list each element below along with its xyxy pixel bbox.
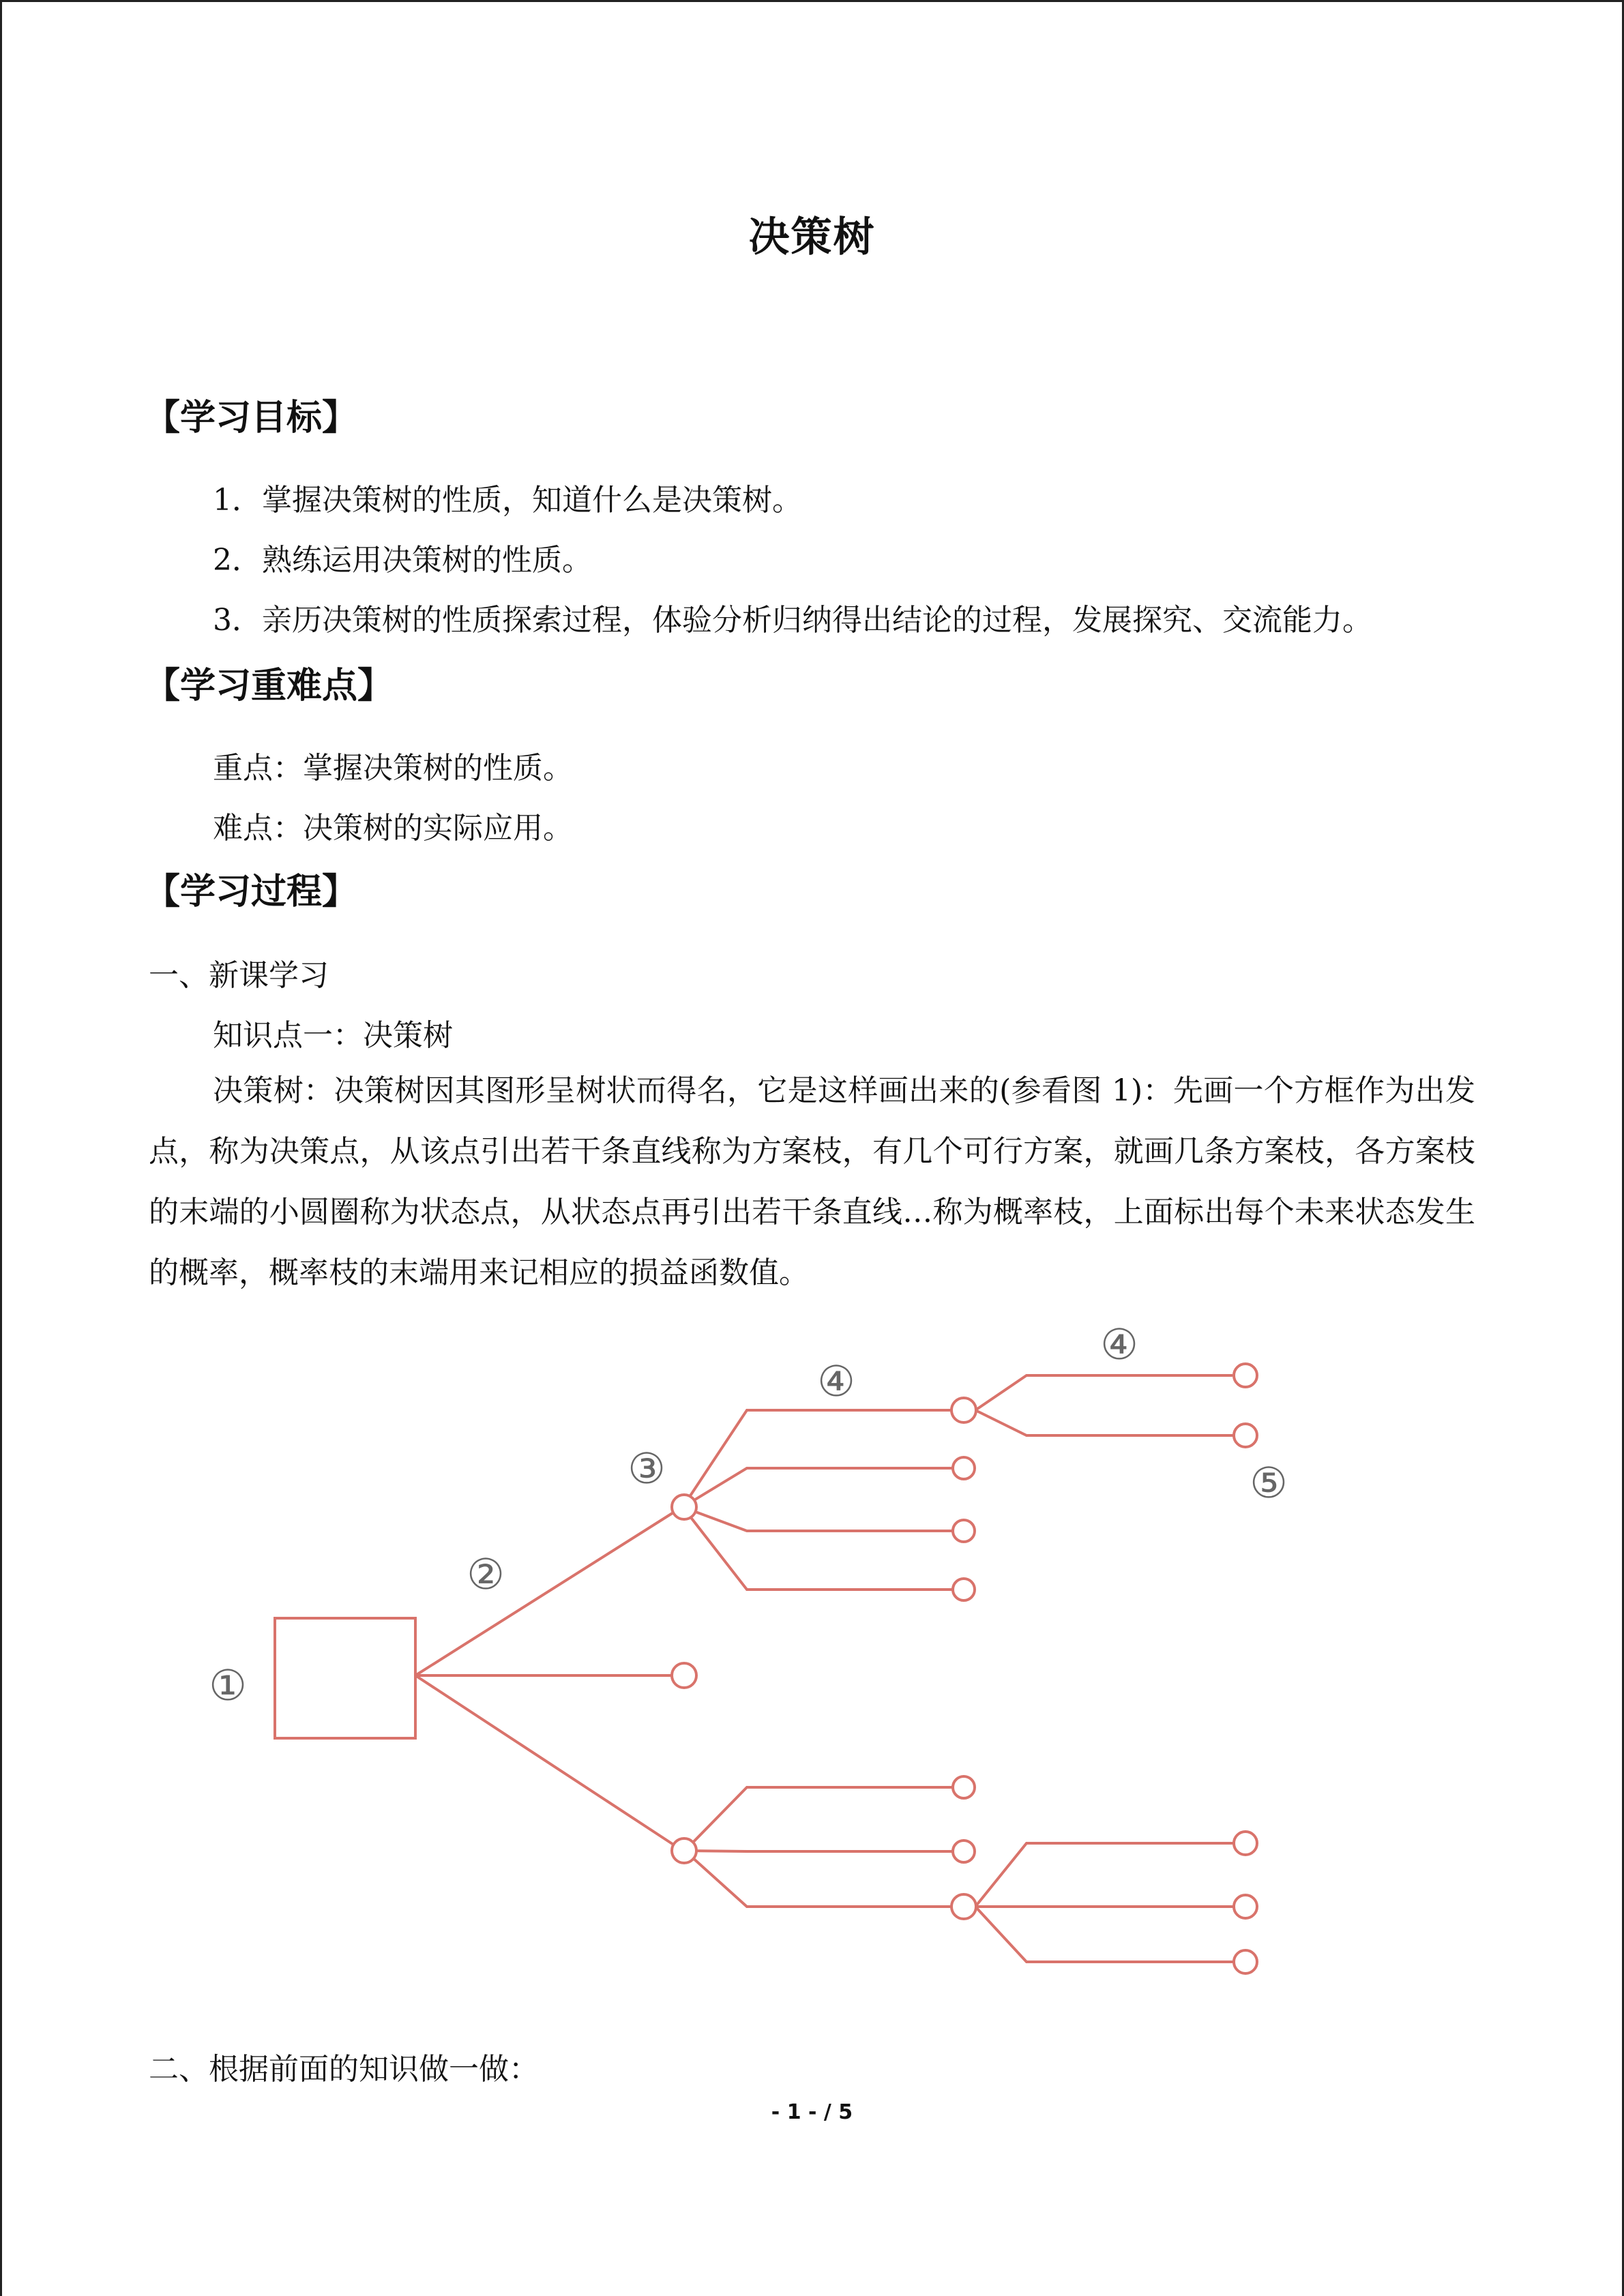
sub-branch (683, 1410, 953, 1507)
part1-heading: 一、新课学习 (149, 958, 329, 993)
branch-lower (415, 1675, 683, 1851)
keypoint-focus: 重点：掌握决策树的性质。 (213, 751, 573, 786)
objective-item-1: 1．掌握决策树的性质，知道什么是决策树。 (213, 483, 802, 518)
state-node (951, 1398, 976, 1422)
end-node (1234, 1424, 1257, 1447)
knowledge-point-title: 知识点一：决策树 (213, 1018, 453, 1053)
end-node (953, 1457, 975, 1479)
end-node (953, 1840, 975, 1862)
objective-item-2: 2．熟练运用决策树的性质。 (213, 543, 592, 578)
branch-upper (415, 1507, 682, 1675)
end-node (1234, 1364, 1257, 1387)
label-payoff-value: ⑤ (1250, 1458, 1288, 1508)
end-node (953, 1776, 975, 1798)
sub-branch (683, 1507, 954, 1590)
sub-branch (685, 1787, 954, 1851)
sub-branch (975, 1410, 1233, 1435)
page-title: 决策树 (748, 213, 876, 261)
sub-branch (683, 1468, 953, 1507)
decision-tree-figure (205, 1309, 1323, 2025)
end-node (953, 1579, 975, 1600)
objectives-heading: 【学习目标】 (145, 398, 358, 438)
keypoint-difficulty: 难点：决策树的实际应用。 (213, 811, 573, 846)
state-node (951, 1894, 976, 1919)
label-decision-point: ① (209, 1660, 247, 1710)
end-node (1234, 1895, 1257, 1918)
sub-branch (975, 1907, 1235, 1962)
process-heading: 【学习过程】 (145, 871, 358, 912)
decision-node (275, 1618, 415, 1738)
sub-branch (683, 1507, 954, 1531)
state-node (672, 1838, 696, 1863)
keypoints-heading: 【学习重难点】 (145, 666, 394, 706)
state-node (672, 1663, 696, 1688)
page-number: - 1 - / 5 (771, 2100, 853, 2124)
sub-branch (975, 1375, 1232, 1410)
sub-branch (975, 1843, 1234, 1907)
end-node (953, 1520, 975, 1542)
state-node (672, 1495, 696, 1519)
label-probability-branch: ④ (817, 1356, 855, 1406)
sub-branch (685, 1851, 952, 1907)
label-plan-branch: ② (467, 1549, 505, 1599)
decision-tree-paragraph: 决策树：决策树因其图形呈树状而得名，它是这样画出来的(参看图 1)：先画一个方框作为出发点，称为决策点，从该点引出若干条直线称为方案枝，有几个可行方案，就画几条方案枝，各方案枝的末端的小圆圈称为状态点，从状态点再引出若干条直线…称为概率枝，上面标出每个未来状态发生的概率，概率枝的末端用来记相应的损益函数值。 (149, 1073, 1475, 1290)
label-state-node: ③ (628, 1444, 666, 1493)
end-node (1234, 1950, 1257, 1973)
label-probability-branch-2: ④ (1100, 1320, 1138, 1369)
end-node (1234, 1832, 1257, 1855)
part2-heading: 二、根据前面的知识做一做： (149, 2052, 539, 2087)
objective-item-3: 3．亲历决策树的性质探索过程，体验分析归纳得出结论的过程，发展探究、交流能力。 (213, 603, 1372, 638)
